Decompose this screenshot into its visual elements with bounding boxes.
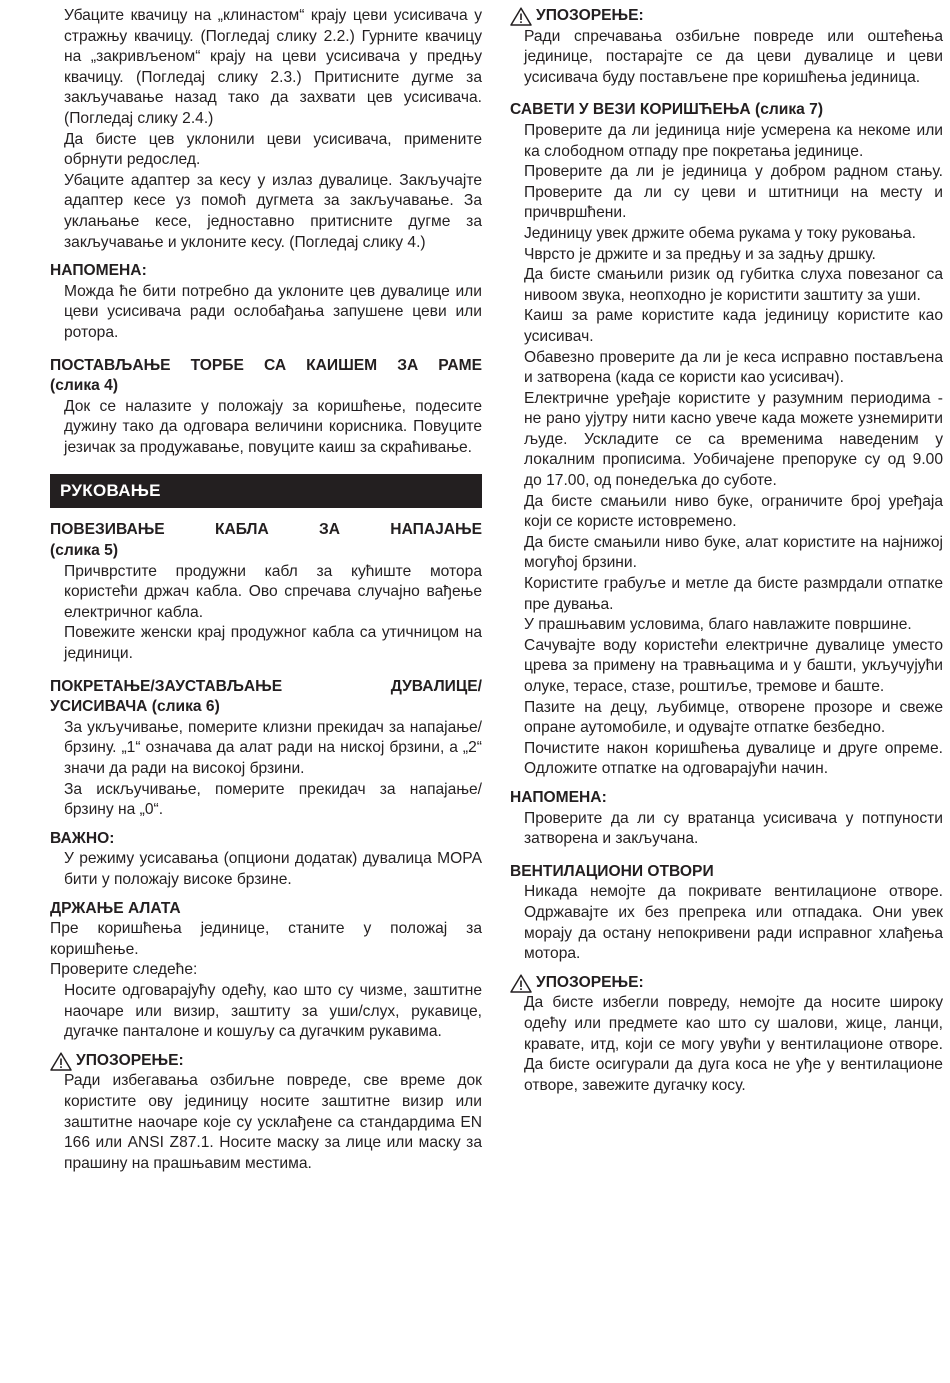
tip-item: Чврсто је држите и за предњу и за задњу дршку. <box>524 245 876 263</box>
tip-item: Проверите да ли је јединица у добром радном стању. Проверите да ли су цеви и штитници на месту и причвршћени. <box>524 163 943 222</box>
warning-heading <box>50 1051 482 1072</box>
cable-paragraph: Причврстите продужни кабл за кућиште мотора користећи држач кабла. Ово спречава случајно вађење електричног кабла. <box>64 562 482 621</box>
tip-item: Да бисте смањили ниво буке, ограничите број уређаја који се користе истовремено. <box>524 492 943 531</box>
section-heading-vents: ВЕНТИЛАЦИОНИ ОТВОРИ <box>510 862 714 880</box>
assembly-paragraph: Убаците квачицу на „клинастом“ крају цеви усисивача у стражњу квачицу. (Погледај слику 2.2.) Гурните квачицу на „закривљеном“ крају на цеви усисивача у предњу квачицу. (Погледај слику 2.3.) Притисните дугме за закључавање назад тако да захвати цев усисивача. (Погледај слику 2.4.) <box>64 7 482 127</box>
tip-item: Почистите након коришћења дувалице и друге опреме. Одложите отпатке на одговарајући начин. <box>524 739 943 778</box>
tip-item: Обавезно проверите да ли је кеса исправно постављена и затворена (када се користи као усисивач). <box>524 348 943 387</box>
warning-label: УПОЗОРЕЊЕ: <box>536 973 644 991</box>
section-heading-start-stop: ПОКРЕТАЊЕ/ЗАУСТАВЉАЊЕ ДУВАЛИЦЕ/ <box>50 677 482 695</box>
section-heading-holding: ДРЖАЊЕ АЛАТА <box>50 899 181 917</box>
strap-text: Док се налазите у положају за коришћење, подесите дужину тако да одговара величини корисника. Повуците језичак за продужавање, повуците каиш за скраћивање. <box>64 397 482 456</box>
tip-item: Пазите на децу, љубимце, отворене прозоре и свеже опране аутомобиле, и одувајте отпатке безбедно. <box>524 698 943 737</box>
section-band-operation: РУКОВАЊЕ <box>50 474 482 508</box>
warning-heading <box>510 973 943 994</box>
tip-item: Проверите да ли јединица није усмерена ка некоме или ка слободном отпаду пре покретања јединице. <box>524 121 943 160</box>
note-heading: НАПОМЕНА: <box>510 788 607 806</box>
assembly-paragraph: Убаците адаптер за кесу у излаз дувалице. Закључајте адаптер кесе уз помоћ дугмета за закључавање. За уклањање кесе, једноставно притисните дугме за закључавање и уклоните кесу. (Погледај слику 4.) <box>64 171 482 251</box>
start-paragraph: За укључивање, померите клизни прекидач за напајање/брзину. „1“ означава да алат ради на ниској брзини, а „2“ значи да ради на високој брзини. <box>64 718 482 777</box>
cable-paragraph: Повежите женски крај продужног кабла са утичницом на јединици. <box>64 624 482 663</box>
warning-text: Ради спречавања озбиљне повреде или оштећења јединице, постарајте се да цеви дувалице и цеви усисивача буду постављене пре коришћења јединица. <box>524 27 943 86</box>
important-text: У режиму усисавања (опциони додатак) дувалица МОРА бити у положају високе брзине. <box>64 850 482 888</box>
assembly-paragraph: Да бисте цев уклонили цеви усисивача, примените обрнути редослед. <box>64 130 482 169</box>
tip-item: Каиш за раме користите када јединицу користите као усисивач. <box>524 307 943 345</box>
warning-triangle-icon <box>510 974 532 993</box>
note-heading: НАПОМЕНА: <box>50 262 147 280</box>
tip-item: Да бисте смањили ниво буке, алат користите на најнижој могућој брзини. <box>524 533 943 572</box>
right-column <box>510 6 943 1096</box>
tip-item: У прашњавим условима, благо навлажите површине. <box>524 616 912 634</box>
section-heading-strap-ref: (слика 4) <box>50 377 119 395</box>
warning-heading <box>510 6 943 27</box>
section-heading-tips: САВЕТИ У ВЕЗИ КОРИШЋЕЊА (слика 7) <box>510 101 824 119</box>
note-text: Можда ће бити потребно да уклоните цев дувалице или цеви усисивача ради ослобађања запушене цеви или ротора. <box>64 282 482 341</box>
warning-triangle-icon <box>50 1052 72 1071</box>
section-heading-cable-ref: (слика 5) <box>50 542 119 560</box>
section-heading-strap: ПОСТАВЉАЊЕ ТОРБЕ СА КАИШЕМ ЗА РАМЕ <box>50 356 482 374</box>
warning-label: УПОЗОРЕЊЕ: <box>76 1051 184 1069</box>
important-heading: ВАЖНО: <box>50 829 115 847</box>
start-paragraph: За искључивање, померите прекидач за напајање/брзину на „0“. <box>64 780 482 819</box>
tip-item: Јединицу увек држите обема рукама у току руковања. <box>524 224 916 242</box>
warning-label: УПОЗОРЕЊЕ: <box>536 7 644 24</box>
section-heading-start-stop-2: УСИСИВАЧА (слика 6) <box>50 698 220 716</box>
vents-text: Никада немојте да покривате вентилационе отворе. Одржавајте их без препрека или отпадака. Они увек морају да остану непокривени ради исправног хлађења мотора. <box>524 883 943 963</box>
warning-text: Ради избегавања озбиљне повреде, све време док користите ову јединицу носите заштитне визир или заштитне наочаре које су усклађене са стандардима EN 166 или ANSI Z87.1. Носите маску за лице или маску за прашину на прашњавим местима. <box>64 1072 482 1172</box>
holding-paragraph: Пре коришћења јединице, станите у положај за коришћење. <box>50 920 482 958</box>
section-heading-cable: ПОВЕЗИВАЊЕ КАБЛА ЗА НАПАЈАЊЕ <box>50 521 482 539</box>
left-column <box>50 6 482 1174</box>
tip-item: Да бисте смањили ризик од губитка слуха повезаног са нивоом звука, неопходно је користити заштиту за уши. <box>524 266 943 304</box>
note-text: Проверите да ли су вратанца усисивача у потпуности затворена и закључана. <box>524 809 943 848</box>
holding-paragraph: Проверите следеће: <box>50 961 198 979</box>
tip-item: Електричне уређаје користите у разумним периодима - не рано ујутру нити касно увече када можете узнемирити људе. Ускладите се са временима наведеним у локалним прописима. Уобичајене препоруке су од 9.00 до 17.00, од понедељка до суботе. <box>524 389 943 490</box>
tip-item: Сачувајте воду користећи електричне дувалице уместо црева за примену на травњацима и у башти, укључујући олуке, терасе, стазе, роштиље, тремове и баште. <box>524 636 943 695</box>
holding-paragraph: Носите одговарајућу одећу, као што су чизме, заштитне наочаре или визир, заштиту за уши/слух, рукавице, дугачке панталоне и кошуљу са дугачким рукавима. <box>64 981 482 1041</box>
warning-text: Да бисте избегли повреду, немојте да носите широку одећу или предмете као што су шалови, жице, ланци, кравате, итд, који се могу увући у вентилационе отворе. Да бисте осигурали да дуга коса не уђе у вентилационе отворе, завежите дугачку косу. <box>524 994 943 1094</box>
tip-item: Користите грабуље и метле да бисте размрдали отпатке пре дувања. <box>524 575 943 613</box>
warning-triangle-icon <box>510 7 532 26</box>
